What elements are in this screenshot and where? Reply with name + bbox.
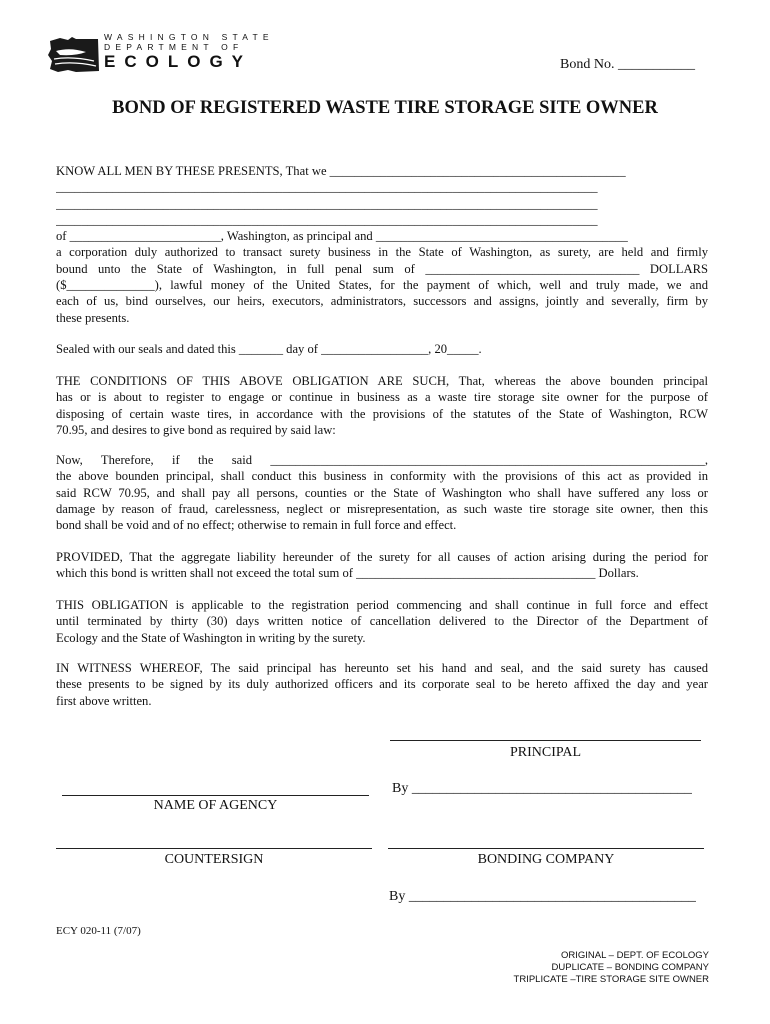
paragraph-line: these presents.: [56, 310, 130, 325]
distribution-duplicate: DUPLICATE – BONDING COMPANY: [551, 962, 709, 973]
principal-signature-line[interactable]: [390, 740, 701, 741]
paragraph-line: PROVIDED, That the aggregate liability hereunder of the surety for all causes of action arising during the period for: [56, 550, 708, 564]
paragraph-line: first above written.: [56, 693, 152, 708]
paragraph-line: THE CONDITIONS OF THIS ABOVE OBLIGATION ARE SUCH, That, whereas the above bounden principal: [56, 374, 708, 388]
agency-signature-line[interactable]: [62, 795, 369, 796]
conditions-paragraph: [56, 373, 708, 438]
paragraph-line: has or is about to register to engage or continue in business as a waste tire storage site owner for the purpose of: [56, 390, 708, 405]
principal-by-field[interactable]: By ________________________________________: [392, 781, 692, 796]
paragraph-line: the above bounden principal, shall conduct this business in conformity with the provisions of this act as provided in: [56, 469, 708, 484]
paragraph-line: disposing of certain waste tires, in accordance with the provisions of the statutes of the State of Washington, RCW: [56, 406, 708, 421]
form-number: ECY 020-11 (7/07): [56, 925, 141, 937]
bonding-company-line[interactable]: [388, 848, 704, 849]
now-therefore-paragraph: [56, 452, 708, 533]
paragraph-line: these presents to be signed by its duly authorized officers and its corporate seal to be hereto affixed the day and year: [56, 677, 708, 692]
paragraph-line: said RCW 70.95, and shall pay all persons, counties or the State of Washington who shall have suffered any loss or: [56, 485, 708, 500]
washington-state-map-icon: [46, 35, 102, 75]
logo-line-department-of: DEPARTMENT OF: [104, 41, 244, 52]
name-of-agency-label: NAME OF AGENCY: [153, 798, 278, 813]
paragraph-line[interactable]: of ________________________, Washington, as principal and ________________________________________: [56, 229, 628, 244]
paragraph-line: each of us, bind ourselves, our heirs, executors, administrators, successors and assigns, jointly and severally, firm by: [56, 294, 708, 309]
paragraph-line[interactable]: ($______________), lawful money of the United States, for the payment of which, well and truly made, we and: [56, 278, 708, 293]
paragraph-line: Ecology and the State of Washington in writing by the surety.: [56, 630, 366, 645]
paragraph-line: IN WITNESS WHEREOF, The said principal has hereunto set his hand and seal, and the said surety has caused: [56, 661, 708, 675]
paragraph-line: a corporation duly authorized to transact surety business in the State of Washington, as surety, are held and firmly: [56, 245, 708, 260]
paragraph-line: 70.95, and desires to give bond as required by said law:: [56, 422, 336, 437]
know-all-men-paragraph: [56, 163, 708, 326]
obligation-paragraph: [56, 597, 708, 646]
sealed-dated-paragraph: [56, 341, 708, 357]
paragraph-line[interactable]: ______________________________________________________________________________________: [56, 212, 598, 227]
bond-number-field[interactable]: Bond No. ___________: [560, 57, 695, 72]
page-title: BOND OF REGISTERED WASTE TIRE STORAGE SITE OWNER: [112, 98, 658, 118]
distribution-triplicate: TRIPLICATE –TIRE STORAGE SITE OWNER: [513, 974, 709, 985]
provided-paragraph: [56, 549, 708, 582]
paragraph-line[interactable]: ______________________________________________________________________________________: [56, 196, 598, 211]
countersign-line[interactable]: [56, 848, 372, 849]
paragraph-line: THIS OBLIGATION is applicable to the registration period commencing and shall continue in full force and effect: [56, 598, 708, 612]
paragraph-line[interactable]: which this bond is written shall not exceed the total sum of ______________________________________ Dollars.: [56, 566, 639, 581]
paragraph-line[interactable]: ______________________________________________________________________________________: [56, 180, 598, 195]
countersign-label: COUNTERSIGN: [164, 852, 264, 867]
logo-line-ecology: ECOLOGY: [104, 52, 253, 71]
paragraph-line[interactable]: Sealed with our seals and dated this _______ day of _________________, 20_____.: [56, 342, 482, 356]
distribution-original: ORIGINAL – DEPT. OF ECOLOGY: [561, 950, 709, 961]
paragraph-line[interactable]: KNOW ALL MEN BY THESE PRESENTS, That we _______________________________________________: [56, 164, 626, 178]
bonding-company-by-field[interactable]: By _________________________________________: [389, 889, 696, 904]
logo-line-washington-state: WASHINGTON STATE: [104, 32, 274, 42]
distribution-list: [430, 950, 709, 986]
bonding-company-label: BONDING COMPANY: [477, 852, 615, 867]
paragraph-line[interactable]: Now, Therefore, if the said _____________________________________________________________________,: [56, 453, 708, 467]
paragraph-line: damage by reason of fraud, carelessness, neglect or misrepresentation, as such waste tire storage site owner, then this: [56, 501, 708, 516]
paragraph-line[interactable]: bound unto the State of Washington, in full penal sum of __________________________________ DOLLARS: [56, 261, 708, 276]
ecology-logo: [46, 32, 274, 75]
in-witness-paragraph: [56, 660, 708, 709]
paragraph-line: until terminated by thirty (30) days written notice of cancellation delivered to the Director of the Department of: [56, 614, 708, 629]
paragraph-line: bond shall be void and of no effect; otherwise to remain in full force and effect.: [56, 518, 457, 533]
principal-label: PRINCIPAL: [509, 745, 582, 760]
